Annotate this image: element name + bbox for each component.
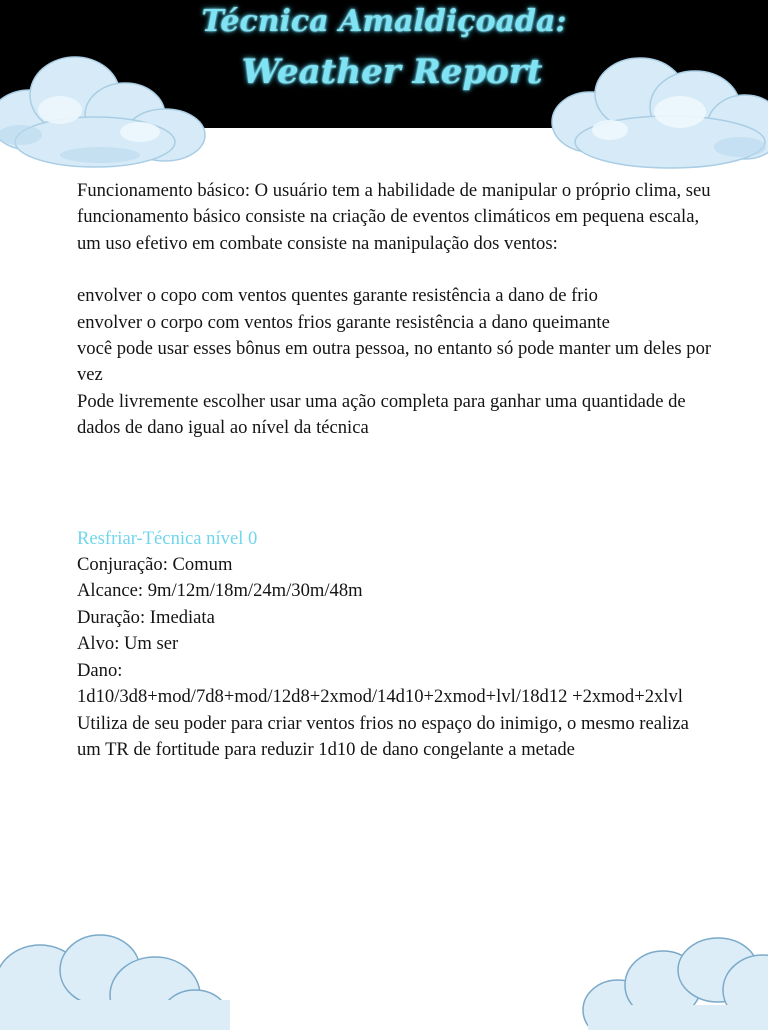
technique-heading: Resfriar-Técnica nível 0 (77, 527, 258, 549)
title-line-2: Weather Report (241, 52, 543, 92)
title-line-1: Técnica Amaldiçoada: (201, 4, 567, 39)
effect-item: envolver o corpo com ventos frios garante resistência a dano queimante (77, 311, 610, 333)
intro-paragraph: Funcionamento básico: O usuário tem a habilidade de manipular o próprio clima, seu funcionamento básico consiste na criação de eventos climáticos em pequena escala, um uso efetivo em combate consiste na manipulação dos ventos: (77, 180, 711, 254)
technique-duracao: Duração: Imediata (77, 606, 215, 628)
technique-dano-label: Dano: (77, 659, 123, 681)
cloud-icon (578, 935, 768, 1030)
cloud-icon (0, 50, 225, 170)
technique-alcance: Alcance: 9m/12m/18m/24m/30m/48m (77, 580, 363, 602)
technique-alvo: Alvo: Um ser (77, 633, 179, 655)
technique-conjuracao: Conjuração: Comum (77, 554, 233, 576)
effect-item: Pode livremente escolher usar uma ação completa para ganhar uma quantidade de dados de dano igual ao nível da técnica (77, 390, 686, 439)
cloud-icon (0, 930, 230, 1030)
content-body (77, 178, 717, 763)
technique-dano-value: 1d10/3d8+mod/7d8+mod/12d8+2xmod/14d10+2xmod+lvl/18d12 +2xmod+2xlvl (77, 686, 683, 708)
cloud-icon (550, 52, 768, 170)
effect-item: envolver o copo com ventos quentes garante resistência a dano de frio (77, 285, 598, 307)
technique-description: Utiliza de seu poder para criar ventos frios no espaço do inimigo, o mesmo realiza um TR de fortitude para reduzir 1d10 de dano congelante a metade (77, 712, 689, 760)
effect-item: você pode usar esses bônus em outra pessoa, no entanto só pode manter um deles por vez (77, 338, 712, 386)
